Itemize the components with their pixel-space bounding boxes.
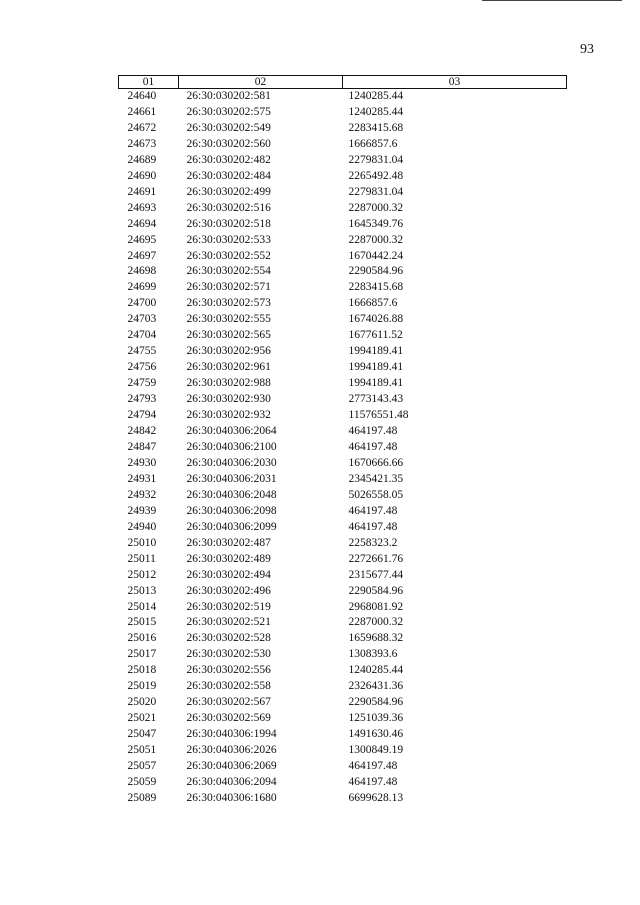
value-cell: 2287000.32 [348, 201, 404, 214]
row-id-cell: 24699 [127, 281, 157, 294]
cadastral-number-cell: 26:30:030202:552 [186, 249, 271, 262]
row-id-cell: 24931 [127, 472, 157, 485]
cadastral-number-cell: 26:30:030202:516 [186, 201, 271, 214]
cadastral-number-cell: 26:30:040306:2069 [186, 760, 277, 773]
row-id-cell: 24661 [127, 105, 157, 118]
table-row [119, 791, 567, 807]
table-row [119, 584, 567, 600]
table-row [119, 711, 567, 727]
value-cell: 1994189.41 [348, 377, 404, 390]
value-cell: 1251039.36 [348, 712, 404, 725]
cadastral-number-cell: 26:30:030202:930 [186, 393, 271, 406]
row-id-cell: 25059 [127, 775, 157, 788]
value-cell: 2287000.32 [348, 233, 404, 246]
value-cell: 2345421.35 [348, 472, 404, 485]
row-id-cell: 25010 [127, 536, 157, 549]
value-cell: 1994189.41 [348, 345, 404, 358]
cadastral-number-cell: 26:30:040306:2030 [186, 456, 277, 469]
value-cell: 464197.48 [348, 425, 398, 438]
value-cell: 11576551.48 [348, 409, 409, 422]
cadastral-number-cell: 26:30:040306:2098 [186, 504, 277, 517]
value-cell: 1300849.19 [348, 744, 404, 757]
row-id-cell: 25057 [127, 760, 157, 773]
value-cell: 1666857.6 [348, 297, 398, 310]
row-id-cell: 24640 [127, 90, 157, 102]
table-row [119, 504, 567, 520]
table-body [119, 89, 567, 807]
value-cell: 1645349.76 [348, 217, 404, 230]
row-id-cell: 24690 [127, 169, 157, 182]
cadastral-number-cell: 26:30:040306:2026 [186, 744, 277, 757]
table-row [119, 663, 567, 679]
cadastral-number-cell: 26:30:030202:482 [186, 153, 271, 166]
table-row [119, 153, 567, 169]
cadastral-number-cell: 26:30:040306:1680 [186, 791, 277, 804]
value-cell: 1240285.44 [348, 105, 404, 118]
cadastral-number-cell: 26:30:030202:554 [186, 265, 271, 278]
cadastral-number-cell: 26:30:030202:494 [186, 568, 271, 581]
top-rule [482, 0, 622, 1]
value-cell: 2290584.96 [348, 584, 404, 597]
data-table [118, 75, 567, 807]
cadastral-number-cell: 26:30:030202:556 [186, 664, 271, 677]
value-cell: 2258323.2 [348, 536, 398, 549]
cadastral-number-cell: 26:30:040306:2048 [186, 488, 277, 501]
cadastral-number-cell: 26:30:040306:2064 [186, 425, 277, 438]
row-id-cell: 24693 [127, 201, 157, 214]
cadastral-number-cell: 26:30:040306:2094 [186, 775, 277, 788]
cadastral-number-cell: 26:30:030202:565 [186, 329, 271, 342]
cadastral-number-cell: 26:30:030202:549 [186, 121, 271, 134]
value-cell: 1670442.24 [348, 249, 404, 262]
cadastral-number-cell: 26:30:030202:567 [186, 696, 271, 709]
table-row [119, 568, 567, 584]
table-row [119, 679, 567, 695]
value-cell: 1994189.41 [348, 361, 404, 374]
row-id-cell: 25089 [127, 791, 157, 804]
cadastral-number-cell: 26:30:030202:581 [186, 90, 271, 102]
table-row [119, 89, 567, 105]
row-id-cell: 24691 [127, 185, 157, 198]
value-cell: 1240285.44 [348, 664, 404, 677]
table-row [119, 695, 567, 711]
row-id-cell: 24672 [127, 121, 157, 134]
column-header-03: 03 [343, 76, 567, 89]
table-row [119, 217, 567, 233]
row-id-cell: 24704 [127, 329, 157, 342]
value-cell: 2315677.44 [348, 568, 404, 581]
table-row [119, 600, 567, 616]
table-row [119, 137, 567, 153]
table-row [119, 121, 567, 137]
row-id-cell: 24759 [127, 377, 157, 390]
row-id-cell: 24700 [127, 297, 157, 310]
value-cell: 1491630.46 [348, 728, 404, 741]
table-row [119, 201, 567, 217]
cadastral-number-cell: 26:30:030202:528 [186, 632, 271, 645]
cadastral-number-cell: 26:30:030202:530 [186, 648, 271, 661]
cadastral-number-cell: 26:30:030202:518 [186, 217, 271, 230]
table-row [119, 344, 567, 360]
value-cell: 1659688.32 [348, 632, 404, 645]
column-header-02: 02 [179, 76, 343, 89]
cadastral-number-cell: 26:30:030202:521 [186, 616, 271, 629]
cadastral-number-cell: 26:30:030202:496 [186, 584, 271, 597]
page-number: 93 [580, 42, 594, 57]
row-id-cell: 24689 [127, 153, 157, 166]
row-id-cell: 24755 [127, 345, 157, 358]
table-row [119, 488, 567, 504]
value-cell: 1677611.52 [348, 329, 403, 342]
cadastral-number-cell: 26:30:030202:988 [186, 377, 271, 390]
row-id-cell: 24932 [127, 488, 157, 501]
row-id-cell: 24793 [127, 393, 157, 406]
cadastral-number-cell: 26:30:030202:573 [186, 297, 271, 310]
value-cell: 464197.48 [348, 520, 398, 533]
cadastral-number-cell: 26:30:030202:558 [186, 680, 271, 693]
table-row [119, 440, 567, 456]
table-row [119, 536, 567, 552]
row-id-cell: 24694 [127, 217, 157, 230]
row-id-cell: 25020 [127, 696, 157, 709]
cadastral-number-cell: 26:30:030202:555 [186, 313, 271, 326]
table-row [119, 647, 567, 663]
value-cell: 5026558.05 [348, 488, 404, 501]
row-id-cell: 25016 [127, 632, 157, 645]
row-id-cell: 25019 [127, 680, 157, 693]
table-header [119, 76, 567, 89]
cadastral-number-cell: 26:30:030202:489 [186, 552, 271, 565]
row-id-cell: 25017 [127, 648, 157, 661]
table-row [119, 775, 567, 791]
row-id-cell: 25013 [127, 584, 157, 597]
row-id-cell: 24930 [127, 456, 157, 469]
table-row [119, 280, 567, 296]
value-cell: 2968081.92 [348, 600, 404, 613]
value-cell: 2279831.04 [348, 153, 404, 166]
cadastral-number-cell: 26:30:030202:569 [186, 712, 271, 725]
row-id-cell: 25051 [127, 744, 157, 757]
cadastral-number-cell: 26:30:030202:487 [186, 536, 271, 549]
row-id-cell: 24703 [127, 313, 157, 326]
row-id-cell: 24847 [127, 440, 157, 453]
value-cell: 464197.48 [348, 775, 398, 788]
table-row [119, 520, 567, 536]
table-row [119, 185, 567, 201]
row-id-cell: 25047 [127, 728, 157, 741]
row-id-cell: 25015 [127, 616, 157, 629]
value-cell: 1674026.88 [348, 313, 404, 326]
value-cell: 2272661.76 [348, 552, 404, 565]
value-cell: 464197.48 [348, 440, 398, 453]
column-header-01: 01 [119, 76, 179, 89]
table-row [119, 631, 567, 647]
row-id-cell: 24842 [127, 425, 157, 438]
row-id-cell: 24673 [127, 137, 157, 150]
table-row [119, 424, 567, 440]
table-row [119, 615, 567, 631]
table-row [119, 743, 567, 759]
table-row [119, 249, 567, 265]
row-id-cell: 24940 [127, 520, 157, 533]
value-cell: 2283415.68 [348, 121, 404, 134]
value-cell: 2773143.43 [348, 393, 404, 406]
cadastral-number-cell: 26:30:030202:499 [186, 185, 271, 198]
table-row [119, 727, 567, 743]
value-cell: 464197.48 [348, 760, 398, 773]
table-row [119, 472, 567, 488]
row-id-cell: 24939 [127, 504, 157, 517]
table-row [119, 759, 567, 775]
row-id-cell: 25014 [127, 600, 157, 613]
value-cell: 6699628.13 [348, 791, 404, 804]
row-id-cell: 24794 [127, 409, 157, 422]
row-id-cell: 24697 [127, 249, 157, 262]
table-row [119, 408, 567, 424]
value-cell: 2287000.32 [348, 616, 404, 629]
cadastral-number-cell: 26:30:040306:2031 [186, 472, 277, 485]
cadastral-number-cell: 26:30:040306:1994 [186, 728, 277, 741]
value-cell: 464197.48 [348, 504, 398, 517]
table-row [119, 376, 567, 392]
row-id-cell: 24756 [127, 361, 157, 374]
table-row [119, 552, 567, 568]
cadastral-number-cell: 26:30:040306:2099 [186, 520, 277, 533]
table-row [119, 328, 567, 344]
cadastral-number-cell: 26:30:030202:519 [186, 600, 271, 613]
table-row [119, 233, 567, 249]
row-id-cell: 24698 [127, 265, 157, 278]
value-cell: 1666857.6 [348, 137, 398, 150]
value-cell: 2326431.36 [348, 680, 404, 693]
table-row [119, 312, 567, 328]
value-cell: 2290584.96 [348, 265, 404, 278]
cadastral-number-cell: 26:30:030202:932 [186, 409, 271, 422]
cadastral-number-cell: 26:30:030202:560 [186, 137, 271, 150]
row-id-cell: 24695 [127, 233, 157, 246]
table-row [119, 360, 567, 376]
cadastral-number-cell: 26:30:040306:2100 [186, 440, 277, 453]
value-cell: 1240285.44 [348, 90, 404, 102]
table-row [119, 456, 567, 472]
value-cell: 2290584.96 [348, 696, 404, 709]
cadastral-number-cell: 26:30:030202:961 [186, 361, 271, 374]
header-row [119, 76, 567, 89]
row-id-cell: 25018 [127, 664, 157, 677]
table-row [119, 169, 567, 185]
cadastral-number-cell: 26:30:030202:571 [186, 281, 271, 294]
row-id-cell: 25021 [127, 712, 157, 725]
value-cell: 2279831.04 [348, 185, 404, 198]
table-row [119, 392, 567, 408]
row-id-cell: 25011 [127, 552, 156, 565]
value-cell: 1308393.6 [348, 648, 398, 661]
value-cell: 2283415.68 [348, 281, 404, 294]
cadastral-number-cell: 26:30:030202:533 [186, 233, 271, 246]
cadastral-number-cell: 26:30:030202:484 [186, 169, 271, 182]
table-row [119, 105, 567, 121]
value-cell: 1670666.66 [348, 456, 404, 469]
cadastral-number-cell: 26:30:030202:956 [186, 345, 271, 358]
table-row [119, 296, 567, 312]
value-cell: 2265492.48 [348, 169, 404, 182]
cadastral-number-cell: 26:30:030202:575 [186, 105, 271, 118]
table-row [119, 264, 567, 280]
row-id-cell: 25012 [127, 568, 157, 581]
